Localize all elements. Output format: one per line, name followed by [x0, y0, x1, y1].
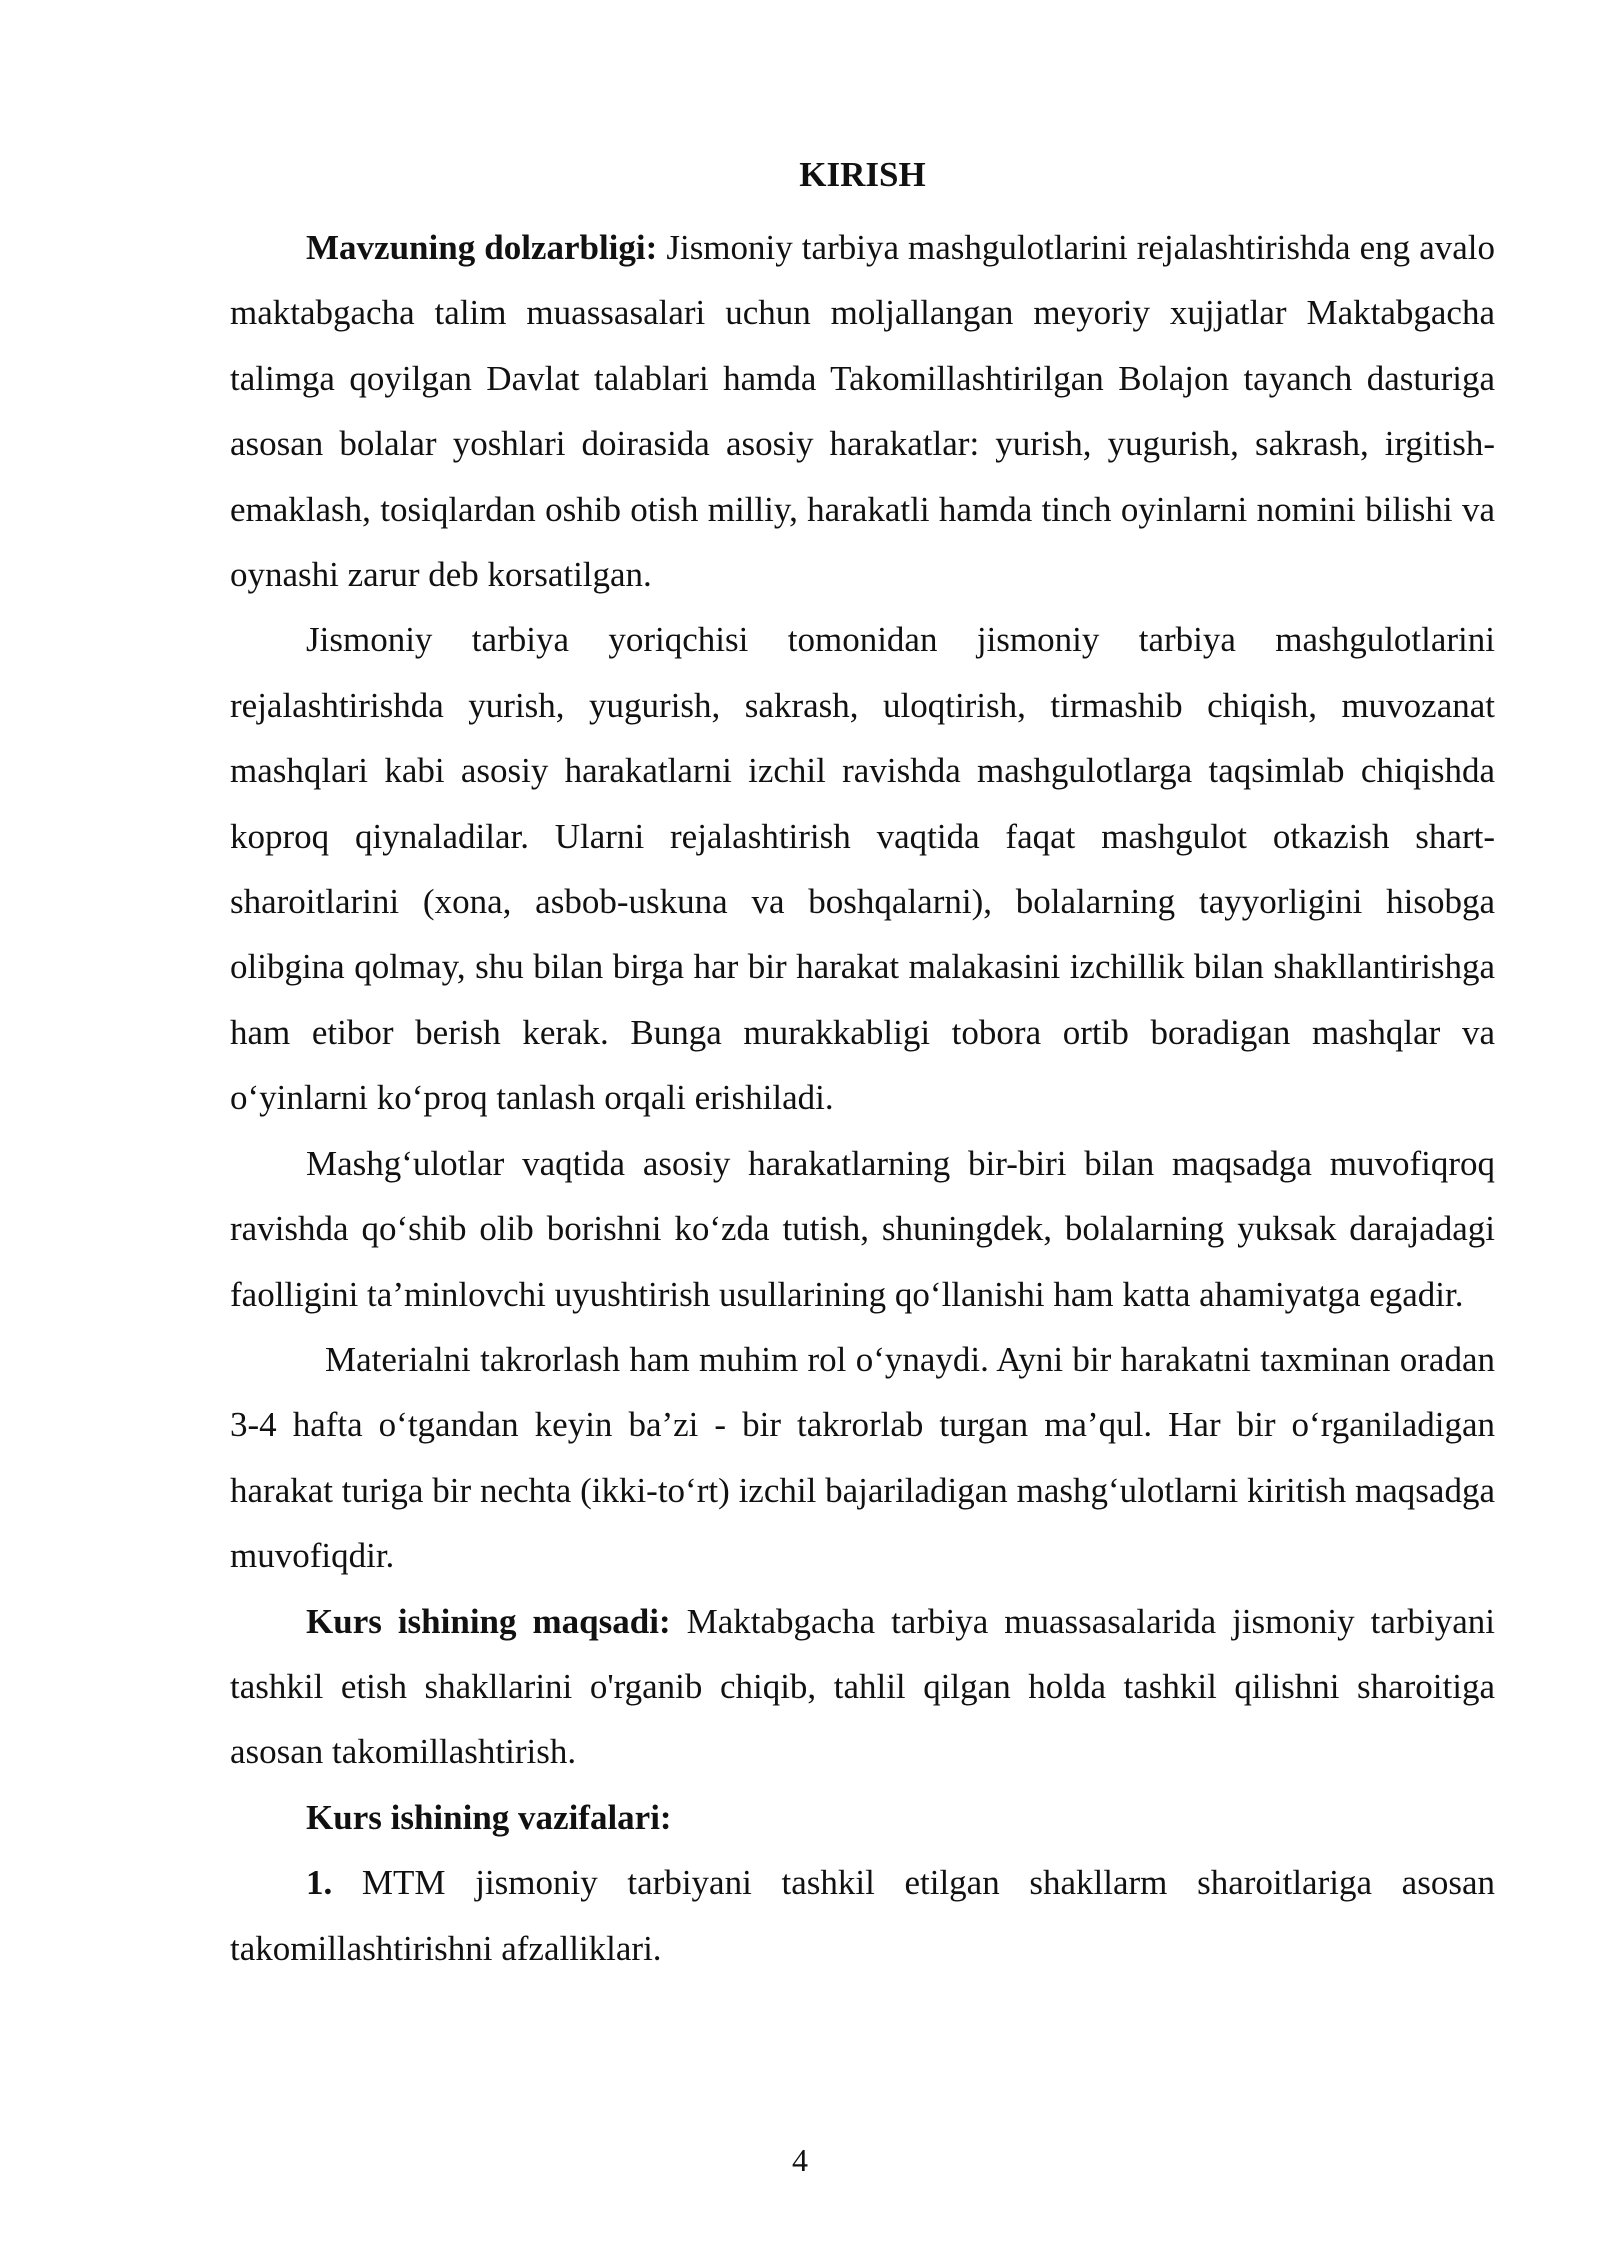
goal-label: Kurs ishining maqsadi:: [306, 1601, 671, 1641]
task-1-number: 1.: [306, 1863, 333, 1903]
task-1-text: MTM jismoniy tarbiyani tashkil etilgan shakllarm sharoitlariga asosan takomillashtirishni afzalliklari.: [230, 1863, 1495, 1968]
paragraph-repetition: Materialni takrorlash ham muhim rol o‘ynaydi. Ayni bir harakatni taxminan oradan 3-4 hafta o‘tgandan keyin ba’zi - bir takrorlab turgan ma’qul. Har bir o‘rganiladigan harakat turiga bir nechta (ikki-to‘rt) izchil bajariladigan mashg‘ulotlarni kiritish maqsadga muvofiqdir.: [230, 1339, 1495, 1576]
paragraph-relevance: [230, 215, 1495, 607]
relevance-text: Jismoniy tarbiya mashgulotlarini rejalashtirishda eng avalo maktabgacha talim muassasalari uchun moljallangan meyoriy xujjatlar Maktabgacha talimga qoyilgan Davlat talablari hamda Takomillashtirilgan Bolajon tayanch dasturiga asosan bolalar yoshlari doirasida asosiy harakatlar: yurish, yugurish, sakrash, irgitish-emaklash, tosiqlardan oshib otish milliy, harakatli hamda tinch oyinlarni nomini bilishi va oynashi zarur deb korsatilgan.: [230, 228, 1495, 595]
paragraph-goal: [230, 1589, 1495, 1785]
goal-text: Maktabgacha tarbiya muassasalarida jismoniy tarbiyani tashkil etish shakllarini o'rganib chiqib, tahlil qilgan holda tashkil qilishni sharoitiga asosan takomillashtirish.: [230, 1601, 1495, 1772]
paragraph-tasks-heading: [230, 1785, 1495, 1850]
paragraph-combination: Mashg‘ulotlar vaqtida asosiy harakatlarning bir-biri bilan maqsadga muvofiqroq ravishda qo‘shib olib borishni ko‘zda tutish, shuningdek, bolalarning yuksak darajadagi faolligini ta’minlovchi uyushtirish usullarining qo‘llanishi ham katta ahamiyatga egadir.: [230, 1143, 1495, 1314]
page-number: 4: [792, 2142, 808, 2178]
paragraph-planning: Jismoniy tarbiya yoriqchisi tomonidan jismoniy tarbiya mashgulotlarini rejalashtirishda yurish, yugurish, sakrash, uloqtirish, tirmashib chiqish, muvozanat mashqlari kabi asosiy harakatlarni izchil ravishda mashgulotlarga taqsimlab chiqishda koproq qiynaladilar. Ularni rejalashtirish vaqtida faqat mashgulot otkazish shart-sharoitlarini (xona, asbob-uskuna va boshqalarni), bolalarning tayyorligini hisobga olibgina qolmay, shu bilan birga har bir harakat malakasini izchillik bilan shakllantirishga ham etibor berish kerak. Bunga murakkabligi tobora ortib boradigan mashqlar va o‘yinlarni ko‘proq tanlash orqali erishiladi.: [230, 620, 1495, 1118]
page-content: [230, 150, 1495, 1981]
relevance-label: Mavzuning dolzarbligi:: [306, 228, 658, 267]
section-heading: KIRISH: [799, 155, 926, 194]
paragraph-task-1: [230, 1850, 1495, 1981]
tasks-label: Kurs ishining vazifalari:: [306, 1797, 672, 1837]
